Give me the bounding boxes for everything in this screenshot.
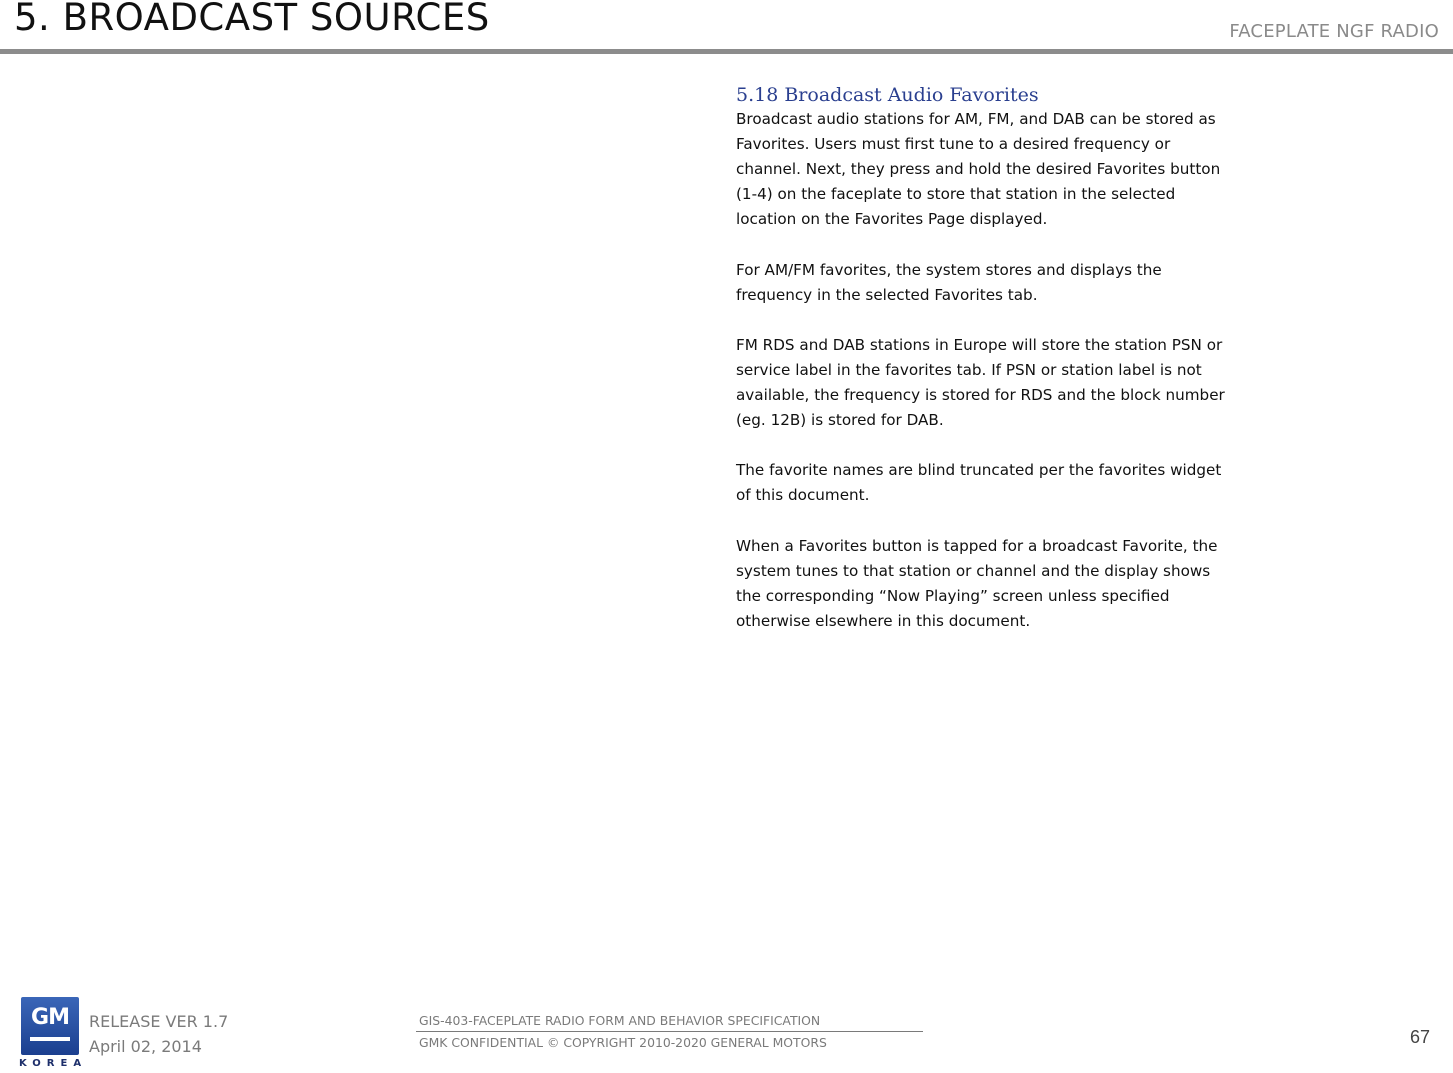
paragraph: FM RDS and DAB stations in Europe will store the station PSN or service label in the favorites tab. If PSN or station label is not available, the frequency is stored for RDS and the block number (eg. 12B) is stored for DAB. — [736, 335, 1225, 430]
paragraph: Broadcast audio stations for AM, FM, and DAB can be stored as Favorites. Users must first tune to a desired frequency or channel. Next, they press and hold the desired Favorites button (1-4) on the faceplate to store that station in the selected location on the Favorites Page displayed. — [736, 110, 1221, 229]
paragraph: For AM/FM favorites, the system stores and displays the frequency in the selected Favorites tab. — [736, 260, 1162, 304]
spec-title: GIS-403-FACEPLATE RADIO FORM AND BEHAVIOR SPECIFICATION — [416, 1013, 923, 1032]
section-heading: 5.18 Broadcast Audio Favorites — [736, 84, 1039, 106]
logo-subtext: KOREA — [19, 1058, 88, 1069]
release-date: April 02, 2014 — [89, 1037, 202, 1056]
header-divider — [0, 49, 1453, 54]
confidential-notice: GMK CONFIDENTIAL © COPYRIGHT 2010-2020 GENERAL MOTORS — [419, 1035, 827, 1050]
release-info — [89, 1009, 228, 1059]
paragraph: The favorite names are blind truncated per the favorites widget of this document. — [736, 461, 1222, 505]
page-number: 67 — [1409, 1027, 1430, 1047]
logo-letters: GM — [31, 1005, 69, 1030]
document-label: FACEPLATE NGF RADIO — [1229, 21, 1439, 42]
page-title: 5. BROADCAST SOURCES — [14, 0, 490, 39]
footer-document-info — [416, 1013, 923, 1050]
gm-korea-logo — [19, 997, 88, 1073]
section-body — [736, 107, 1226, 659]
logo-underline — [30, 1037, 70, 1041]
gm-logo-mark — [21, 997, 79, 1055]
release-version: RELEASE VER 1.7 — [89, 1012, 229, 1031]
paragraph: When a Favorites button is tapped for a broadcast Favorite, the system tunes to that station or channel and the display shows the corresponding “Now Playing” screen unless specified otherwise elsewhere in this document. — [736, 536, 1218, 630]
